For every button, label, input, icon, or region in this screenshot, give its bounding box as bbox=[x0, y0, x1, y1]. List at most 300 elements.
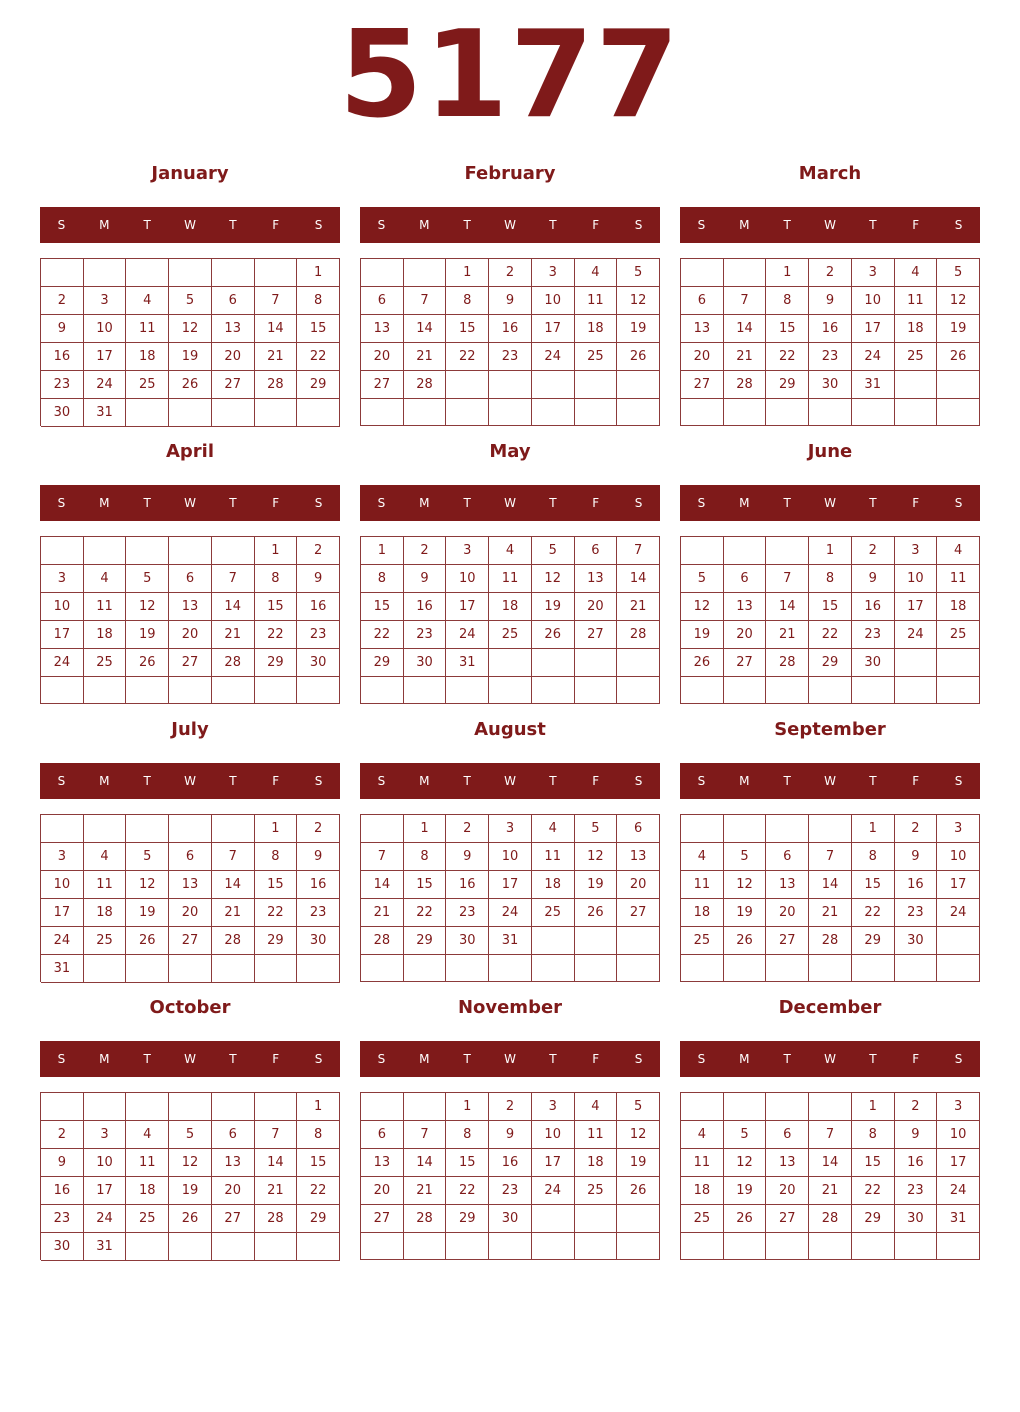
day-cell: 2 bbox=[41, 287, 84, 315]
empty-cell bbox=[681, 1233, 724, 1260]
empty-cell bbox=[255, 677, 298, 704]
day-cell: 15 bbox=[297, 1149, 340, 1177]
empty-cell bbox=[617, 399, 660, 426]
day-cell: 13 bbox=[169, 871, 212, 899]
weekday-header bbox=[680, 763, 980, 799]
day-cell: 3 bbox=[895, 537, 938, 565]
day-cell: 26 bbox=[681, 649, 724, 677]
day-cell: 31 bbox=[937, 1205, 980, 1233]
empty-cell bbox=[532, 1233, 575, 1260]
empty-cell bbox=[169, 1093, 212, 1121]
weekday-label: S bbox=[314, 1052, 323, 1066]
day-cell: 11 bbox=[489, 565, 532, 593]
day-cell: 22 bbox=[809, 621, 852, 649]
weekday-label: F bbox=[272, 496, 280, 510]
day-cell: 12 bbox=[937, 287, 980, 315]
weekday-label: M bbox=[739, 774, 750, 788]
weekday-label: M bbox=[739, 496, 750, 510]
day-cell: 30 bbox=[297, 927, 340, 955]
empty-cell bbox=[404, 955, 447, 982]
empty-cell bbox=[126, 1093, 169, 1121]
day-cell: 13 bbox=[575, 565, 618, 593]
day-cell: 15 bbox=[852, 871, 895, 899]
weekday-header bbox=[360, 1041, 660, 1077]
day-cell: 19 bbox=[169, 1177, 212, 1205]
empty-cell bbox=[169, 537, 212, 565]
weekday-label: M bbox=[99, 218, 110, 232]
empty-cell bbox=[404, 259, 447, 287]
day-cell: 5 bbox=[126, 843, 169, 871]
day-cell: 28 bbox=[809, 927, 852, 955]
day-cell: 1 bbox=[446, 259, 489, 287]
empty-cell bbox=[212, 955, 255, 983]
empty-cell bbox=[681, 259, 724, 287]
day-cell: 17 bbox=[532, 1149, 575, 1177]
day-cell: 7 bbox=[255, 287, 298, 315]
empty-cell bbox=[41, 677, 84, 704]
day-cell: 26 bbox=[169, 371, 212, 399]
day-cell: 11 bbox=[681, 871, 724, 899]
month-name: November bbox=[457, 997, 563, 1018]
day-cell: 7 bbox=[809, 843, 852, 871]
day-cell: 29 bbox=[852, 1205, 895, 1233]
day-cell: 14 bbox=[617, 565, 660, 593]
weekday-label: T bbox=[229, 1052, 237, 1066]
day-cell: 15 bbox=[404, 871, 447, 899]
day-cell: 27 bbox=[575, 621, 618, 649]
weekday-label: F bbox=[912, 496, 920, 510]
day-cell: 16 bbox=[489, 1149, 532, 1177]
day-cell: 28 bbox=[255, 1205, 298, 1233]
day-cell: 1 bbox=[297, 1093, 340, 1121]
day-cell: 3 bbox=[446, 537, 489, 565]
day-cell: 15 bbox=[446, 315, 489, 343]
weekday-label: T bbox=[463, 1052, 471, 1066]
empty-cell bbox=[617, 1233, 660, 1260]
day-cell: 16 bbox=[489, 315, 532, 343]
day-cell: 17 bbox=[852, 315, 895, 343]
day-cell: 25 bbox=[489, 621, 532, 649]
empty-cell bbox=[361, 677, 404, 704]
empty-cell bbox=[852, 677, 895, 704]
day-cell: 20 bbox=[169, 621, 212, 649]
day-grid bbox=[40, 814, 340, 982]
day-cell: 17 bbox=[84, 1177, 127, 1205]
day-cell: 5 bbox=[169, 1121, 212, 1149]
empty-cell bbox=[212, 399, 255, 427]
day-cell: 30 bbox=[297, 649, 340, 677]
weekday-label: M bbox=[419, 1052, 430, 1066]
day-cell: 26 bbox=[532, 621, 575, 649]
empty-cell bbox=[489, 955, 532, 982]
day-cell: 28 bbox=[617, 621, 660, 649]
day-cell: 28 bbox=[212, 649, 255, 677]
day-cell: 23 bbox=[297, 899, 340, 927]
day-cell: 11 bbox=[575, 287, 618, 315]
empty-cell bbox=[809, 815, 852, 843]
day-cell: 18 bbox=[84, 621, 127, 649]
day-cell: 23 bbox=[895, 899, 938, 927]
day-cell: 14 bbox=[404, 1149, 447, 1177]
empty-cell bbox=[617, 955, 660, 982]
day-cell: 6 bbox=[766, 1121, 809, 1149]
day-cell: 14 bbox=[809, 871, 852, 899]
day-cell: 23 bbox=[41, 1205, 84, 1233]
day-cell: 1 bbox=[255, 815, 298, 843]
weekday-label: S bbox=[377, 774, 386, 788]
day-cell: 3 bbox=[41, 843, 84, 871]
day-cell: 31 bbox=[84, 399, 127, 427]
day-cell: 16 bbox=[852, 593, 895, 621]
weekday-label: T bbox=[229, 774, 237, 788]
day-cell: 20 bbox=[212, 1177, 255, 1205]
weekday-label: T bbox=[869, 496, 877, 510]
weekday-label: T bbox=[783, 496, 791, 510]
empty-cell bbox=[766, 815, 809, 843]
day-cell: 30 bbox=[809, 371, 852, 399]
day-cell: 10 bbox=[937, 1121, 980, 1149]
day-cell: 19 bbox=[126, 621, 169, 649]
day-cell: 10 bbox=[852, 287, 895, 315]
empty-cell bbox=[766, 955, 809, 982]
day-cell: 17 bbox=[532, 315, 575, 343]
day-cell: 8 bbox=[852, 843, 895, 871]
day-cell: 30 bbox=[446, 927, 489, 955]
empty-cell bbox=[255, 1093, 298, 1121]
weekday-header bbox=[40, 763, 340, 799]
day-cell: 16 bbox=[446, 871, 489, 899]
day-cell: 6 bbox=[724, 565, 767, 593]
day-cell: 19 bbox=[532, 593, 575, 621]
empty-cell bbox=[724, 815, 767, 843]
empty-cell bbox=[617, 1205, 660, 1233]
day-cell: 13 bbox=[617, 843, 660, 871]
empty-cell bbox=[575, 399, 618, 426]
weekday-header bbox=[360, 485, 660, 521]
weekday-label: F bbox=[912, 1052, 920, 1066]
day-cell: 29 bbox=[404, 927, 447, 955]
day-grid bbox=[360, 1092, 660, 1260]
weekday-label: S bbox=[954, 496, 963, 510]
day-cell: 20 bbox=[575, 593, 618, 621]
day-cell: 25 bbox=[681, 1205, 724, 1233]
weekday-label: W bbox=[504, 218, 516, 232]
weekday-label: T bbox=[869, 1052, 877, 1066]
day-cell: 12 bbox=[617, 1121, 660, 1149]
day-cell: 4 bbox=[937, 537, 980, 565]
day-cell: 4 bbox=[126, 1121, 169, 1149]
day-cell: 19 bbox=[937, 315, 980, 343]
weekday-label: W bbox=[824, 1052, 836, 1066]
day-cell: 21 bbox=[404, 1177, 447, 1205]
day-cell: 11 bbox=[84, 871, 127, 899]
day-cell: 15 bbox=[255, 593, 298, 621]
day-cell: 14 bbox=[212, 593, 255, 621]
day-cell: 25 bbox=[84, 649, 127, 677]
day-cell: 6 bbox=[361, 1121, 404, 1149]
day-cell: 2 bbox=[895, 1093, 938, 1121]
weekday-label: F bbox=[592, 218, 600, 232]
day-cell: 16 bbox=[297, 593, 340, 621]
empty-cell bbox=[126, 537, 169, 565]
day-cell: 31 bbox=[446, 649, 489, 677]
day-cell: 19 bbox=[617, 1149, 660, 1177]
empty-cell bbox=[681, 815, 724, 843]
empty-cell bbox=[41, 537, 84, 565]
empty-cell bbox=[617, 927, 660, 955]
day-cell: 23 bbox=[489, 343, 532, 371]
day-cell: 20 bbox=[766, 1177, 809, 1205]
day-cell: 12 bbox=[126, 871, 169, 899]
weekday-label: T bbox=[143, 496, 151, 510]
empty-cell bbox=[937, 649, 980, 677]
day-cell: 18 bbox=[681, 1177, 724, 1205]
day-cell: 29 bbox=[766, 371, 809, 399]
day-cell: 24 bbox=[489, 899, 532, 927]
day-cell: 22 bbox=[361, 621, 404, 649]
day-cell: 23 bbox=[41, 371, 84, 399]
day-cell: 28 bbox=[724, 371, 767, 399]
day-cell: 5 bbox=[617, 259, 660, 287]
day-cell: 20 bbox=[681, 343, 724, 371]
day-cell: 10 bbox=[41, 593, 84, 621]
empty-cell bbox=[724, 677, 767, 704]
day-cell: 1 bbox=[852, 1093, 895, 1121]
empty-cell bbox=[84, 1093, 127, 1121]
day-cell: 6 bbox=[575, 537, 618, 565]
day-cell: 27 bbox=[724, 649, 767, 677]
day-cell: 14 bbox=[724, 315, 767, 343]
day-cell: 13 bbox=[212, 1149, 255, 1177]
empty-cell bbox=[126, 955, 169, 983]
day-cell: 8 bbox=[809, 565, 852, 593]
day-cell: 6 bbox=[212, 1121, 255, 1149]
day-cell: 20 bbox=[617, 871, 660, 899]
empty-cell bbox=[361, 399, 404, 426]
empty-cell bbox=[212, 677, 255, 704]
day-cell: 2 bbox=[41, 1121, 84, 1149]
day-cell: 12 bbox=[724, 871, 767, 899]
day-cell: 14 bbox=[809, 1149, 852, 1177]
month-name: December bbox=[778, 997, 882, 1018]
day-cell: 26 bbox=[617, 1177, 660, 1205]
day-cell: 14 bbox=[255, 1149, 298, 1177]
day-cell: 20 bbox=[169, 899, 212, 927]
day-cell: 9 bbox=[446, 843, 489, 871]
empty-cell bbox=[809, 399, 852, 426]
day-cell: 9 bbox=[895, 843, 938, 871]
empty-cell bbox=[766, 1093, 809, 1121]
empty-cell bbox=[809, 1233, 852, 1260]
day-cell: 18 bbox=[532, 871, 575, 899]
empty-cell bbox=[361, 955, 404, 982]
day-cell: 2 bbox=[297, 815, 340, 843]
day-cell: 10 bbox=[532, 287, 575, 315]
empty-cell bbox=[169, 677, 212, 704]
day-cell: 4 bbox=[489, 537, 532, 565]
day-cell: 17 bbox=[895, 593, 938, 621]
weekday-header bbox=[40, 207, 340, 243]
day-cell: 6 bbox=[766, 843, 809, 871]
empty-cell bbox=[489, 371, 532, 399]
day-cell: 24 bbox=[532, 1177, 575, 1205]
day-cell: 5 bbox=[169, 287, 212, 315]
day-cell: 10 bbox=[489, 843, 532, 871]
empty-cell bbox=[446, 1233, 489, 1260]
day-cell: 3 bbox=[852, 259, 895, 287]
day-cell: 4 bbox=[84, 843, 127, 871]
empty-cell bbox=[532, 649, 575, 677]
day-cell: 5 bbox=[617, 1093, 660, 1121]
day-cell: 21 bbox=[404, 343, 447, 371]
weekday-label: T bbox=[463, 774, 471, 788]
day-cell: 20 bbox=[766, 899, 809, 927]
day-cell: 16 bbox=[895, 871, 938, 899]
empty-cell bbox=[895, 677, 938, 704]
month-name: October bbox=[149, 997, 231, 1018]
weekday-label: M bbox=[739, 218, 750, 232]
day-cell: 6 bbox=[361, 287, 404, 315]
day-cell: 14 bbox=[766, 593, 809, 621]
weekday-label: S bbox=[57, 218, 66, 232]
day-cell: 7 bbox=[766, 565, 809, 593]
weekday-label: S bbox=[634, 774, 643, 788]
day-cell: 17 bbox=[446, 593, 489, 621]
empty-cell bbox=[937, 371, 980, 399]
day-cell: 29 bbox=[297, 371, 340, 399]
day-cell: 4 bbox=[84, 565, 127, 593]
weekday-label: F bbox=[592, 496, 600, 510]
day-cell: 22 bbox=[766, 343, 809, 371]
month-name: February bbox=[464, 163, 556, 184]
empty-cell bbox=[297, 955, 340, 983]
empty-cell bbox=[361, 1093, 404, 1121]
day-cell: 24 bbox=[895, 621, 938, 649]
weekday-label: M bbox=[419, 774, 430, 788]
day-cell: 29 bbox=[809, 649, 852, 677]
empty-cell bbox=[84, 537, 127, 565]
empty-cell bbox=[809, 955, 852, 982]
weekday-label: T bbox=[143, 1052, 151, 1066]
day-cell: 2 bbox=[446, 815, 489, 843]
day-cell: 24 bbox=[41, 927, 84, 955]
day-cell: 16 bbox=[809, 315, 852, 343]
day-cell: 24 bbox=[532, 343, 575, 371]
empty-cell bbox=[126, 677, 169, 704]
day-grid bbox=[40, 258, 340, 426]
day-cell: 3 bbox=[937, 815, 980, 843]
day-cell: 8 bbox=[361, 565, 404, 593]
day-cell: 27 bbox=[361, 1205, 404, 1233]
empty-cell bbox=[489, 399, 532, 426]
day-cell: 27 bbox=[169, 927, 212, 955]
empty-cell bbox=[681, 537, 724, 565]
weekday-label: S bbox=[697, 218, 706, 232]
day-cell: 29 bbox=[852, 927, 895, 955]
day-cell: 23 bbox=[446, 899, 489, 927]
empty-cell bbox=[532, 1205, 575, 1233]
day-cell: 4 bbox=[681, 843, 724, 871]
empty-cell bbox=[724, 955, 767, 982]
day-cell: 22 bbox=[446, 1177, 489, 1205]
weekday-label: F bbox=[272, 1052, 280, 1066]
day-cell: 23 bbox=[489, 1177, 532, 1205]
day-cell: 29 bbox=[446, 1205, 489, 1233]
day-cell: 15 bbox=[297, 315, 340, 343]
weekday-label: F bbox=[272, 218, 280, 232]
day-cell: 8 bbox=[297, 287, 340, 315]
day-cell: 17 bbox=[937, 1149, 980, 1177]
weekday-label: T bbox=[783, 1052, 791, 1066]
day-cell: 14 bbox=[404, 315, 447, 343]
day-cell: 5 bbox=[724, 843, 767, 871]
empty-cell bbox=[169, 1233, 212, 1261]
day-cell: 28 bbox=[766, 649, 809, 677]
empty-cell bbox=[255, 399, 298, 427]
empty-cell bbox=[169, 955, 212, 983]
weekday-label: W bbox=[184, 774, 196, 788]
empty-cell bbox=[446, 677, 489, 704]
day-cell: 2 bbox=[809, 259, 852, 287]
day-cell: 3 bbox=[41, 565, 84, 593]
day-cell: 9 bbox=[297, 565, 340, 593]
day-cell: 28 bbox=[361, 927, 404, 955]
day-cell: 6 bbox=[169, 565, 212, 593]
day-cell: 13 bbox=[361, 315, 404, 343]
day-cell: 4 bbox=[532, 815, 575, 843]
day-cell: 17 bbox=[41, 899, 84, 927]
day-cell: 27 bbox=[361, 371, 404, 399]
day-cell: 30 bbox=[41, 1233, 84, 1261]
day-cell: 22 bbox=[297, 1177, 340, 1205]
day-cell: 9 bbox=[852, 565, 895, 593]
empty-cell bbox=[297, 677, 340, 704]
day-cell: 7 bbox=[617, 537, 660, 565]
weekday-header bbox=[40, 485, 340, 521]
empty-cell bbox=[212, 259, 255, 287]
day-cell: 19 bbox=[724, 1177, 767, 1205]
day-cell: 12 bbox=[681, 593, 724, 621]
empty-cell bbox=[895, 955, 938, 982]
day-cell: 2 bbox=[297, 537, 340, 565]
empty-cell bbox=[575, 649, 618, 677]
weekday-label: M bbox=[419, 496, 430, 510]
day-cell: 15 bbox=[766, 315, 809, 343]
empty-cell bbox=[617, 371, 660, 399]
day-cell: 21 bbox=[255, 343, 298, 371]
empty-cell bbox=[895, 649, 938, 677]
day-cell: 6 bbox=[212, 287, 255, 315]
weekday-label: S bbox=[634, 218, 643, 232]
day-cell: 25 bbox=[895, 343, 938, 371]
empty-cell bbox=[724, 1093, 767, 1121]
day-cell: 11 bbox=[126, 1149, 169, 1177]
day-cell: 21 bbox=[212, 621, 255, 649]
empty-cell bbox=[404, 1233, 447, 1260]
weekday-header bbox=[40, 1041, 340, 1077]
day-cell: 8 bbox=[766, 287, 809, 315]
day-cell: 4 bbox=[895, 259, 938, 287]
empty-cell bbox=[575, 927, 618, 955]
day-cell: 9 bbox=[297, 843, 340, 871]
weekday-label: S bbox=[954, 1052, 963, 1066]
day-cell: 10 bbox=[532, 1121, 575, 1149]
empty-cell bbox=[617, 649, 660, 677]
month-name: July bbox=[171, 719, 209, 740]
empty-cell bbox=[212, 1233, 255, 1261]
day-cell: 9 bbox=[41, 1149, 84, 1177]
day-cell: 20 bbox=[361, 343, 404, 371]
